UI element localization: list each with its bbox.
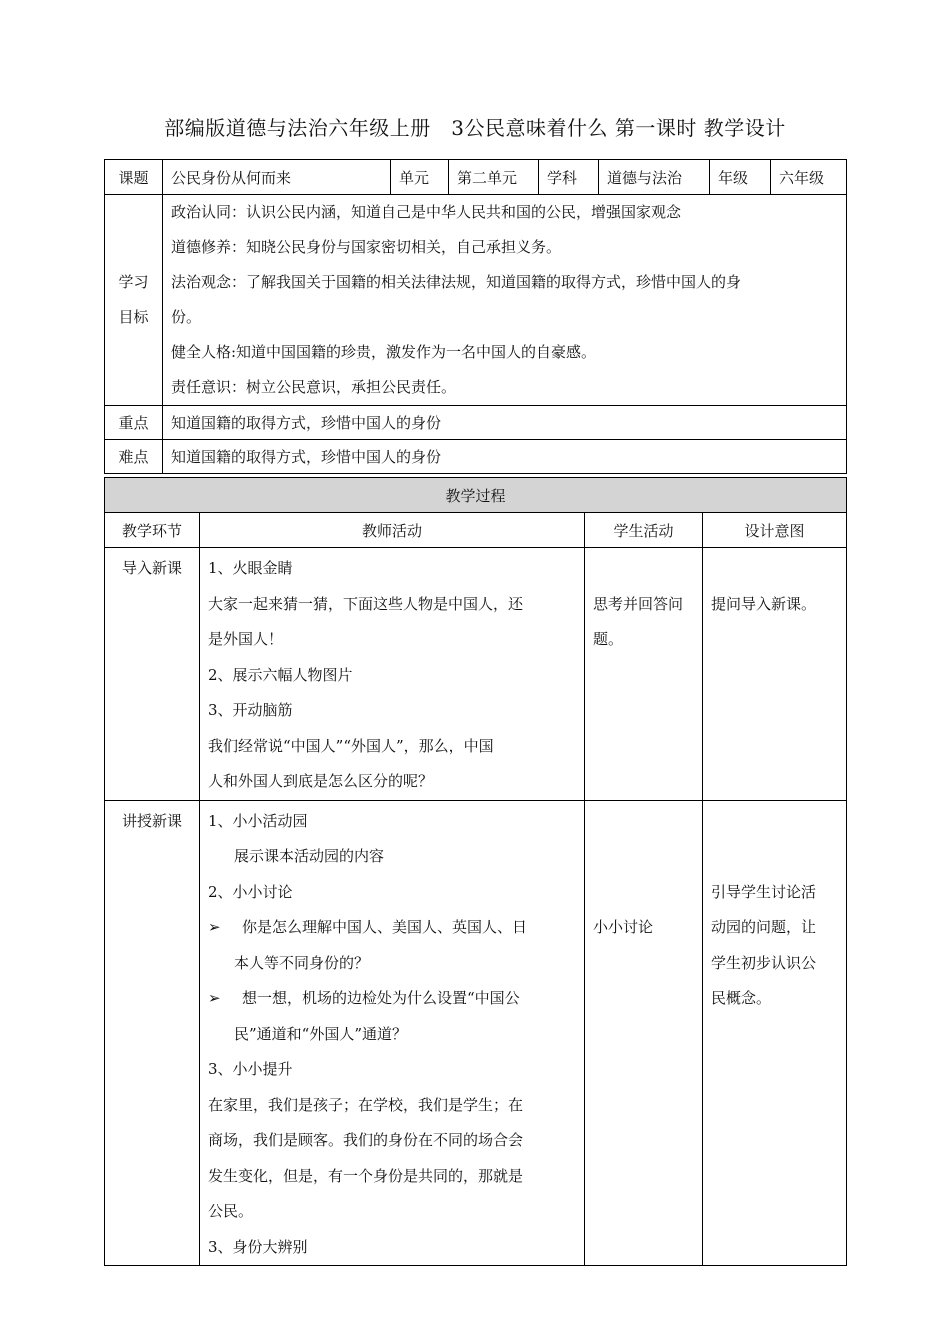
info-table	[104, 159, 847, 474]
lecture-student: 小小讨论	[585, 800, 703, 1266]
goal-item: 政治认同：认识公民内涵，知道自己是中华人民共和国的公民，增强国家观念	[171, 203, 682, 221]
difficulty-text: 知道国籍的取得方式，珍惜中国人的身份	[163, 440, 847, 474]
lecture-stage: 讲授新课	[105, 800, 200, 1266]
process-header-row	[105, 513, 847, 548]
intro-row	[105, 548, 847, 801]
difficulty-label: 难点	[105, 440, 163, 474]
bullet-arrow-icon: ➢	[208, 918, 221, 936]
goal-item: 法治观念：了解我国关于国籍的相关法律法规，知道国籍的取得方式，珍惜中国人的身	[171, 273, 742, 291]
process-table	[104, 477, 847, 1266]
goals-label: 学习 目标	[105, 195, 163, 406]
col-intent: 设计意图	[703, 513, 847, 548]
col-stage: 教学环节	[105, 513, 200, 548]
goal-item: 份。	[171, 308, 202, 326]
goals-list	[163, 195, 847, 406]
lecture-teacher: 1、小小活动园 展示课本活动园的内容 2、小小讨论 ➢ 你是怎么理解中国人、美国人、英国人、日 本人等不同身份的？ ➢ 想一想，机场的边检处为什么设置“中国公 民”通道和“外国人”通道？ 3、小小提升 在家里，我们是孩子；在学校，我们是学生；在 商场，我们是顾客。我们的身份在不同的场合会 发生变化，但是，有一个身份是共同的，那就是 公民。 3、身份大辨别	[200, 800, 585, 1266]
intro-stage: 导入新课	[105, 548, 200, 801]
intro-teacher: 1、火眼金睛 大家一起来猜一猜，下面这些人物是中国人，还 是外国人！ 2、展示六幅人物图片 3、开动脑筋 我们经常说“中国人”“外国人”，那么，中国 人和外国人到底是怎么区分的呢？	[200, 548, 585, 801]
unit-label: 单元	[391, 160, 449, 195]
key-row	[105, 406, 847, 440]
lecture-row	[105, 800, 847, 1266]
col-student: 学生活动	[585, 513, 703, 548]
topic-value: 公民身份从何而来	[163, 160, 391, 195]
bullet-arrow-icon: ➢	[208, 989, 221, 1007]
grade-label: 年级	[710, 160, 771, 195]
grade-value: 六年级	[771, 160, 847, 195]
key-label: 重点	[105, 406, 163, 440]
goal-item: 健全人格:知道中国国籍的珍贵，激发作为一名中国人的自豪感。	[171, 343, 597, 361]
topic-label: 课题	[105, 160, 163, 195]
list-item: ➢ 你是怎么理解中国人、美国人、英国人、日	[208, 910, 576, 946]
difficulty-row	[105, 440, 847, 474]
goal-item: 道德修养：知晓公民身份与国家密切相关，自己承担义务。	[171, 238, 562, 256]
page-title: 部编版道德与法治六年级上册 3公民意味着什么 第一课时 教学设计	[164, 116, 786, 140]
unit-value: 第二单元	[449, 160, 539, 195]
process-title: 教学过程	[105, 478, 847, 513]
key-text: 知道国籍的取得方式，珍惜中国人的身份	[163, 406, 847, 440]
subject-label: 学科	[539, 160, 599, 195]
info-row	[105, 160, 847, 195]
subject-value: 道德与法治	[599, 160, 710, 195]
col-teacher: 教师活动	[200, 513, 585, 548]
lecture-intent: 引导学生讨论活 动园的问题，让 学生初步认识公 民概念。	[703, 800, 847, 1266]
intro-intent: 提问导入新课。	[703, 548, 847, 801]
goal-item: 责任意识：树立公民意识，承担公民责任。	[171, 378, 457, 396]
intro-student: 思考并回答问 题。	[585, 548, 703, 801]
process-title-row	[105, 478, 847, 513]
goals-row	[105, 195, 847, 406]
list-item: ➢ 想一想，机场的边检处为什么设置“中国公	[208, 981, 576, 1017]
